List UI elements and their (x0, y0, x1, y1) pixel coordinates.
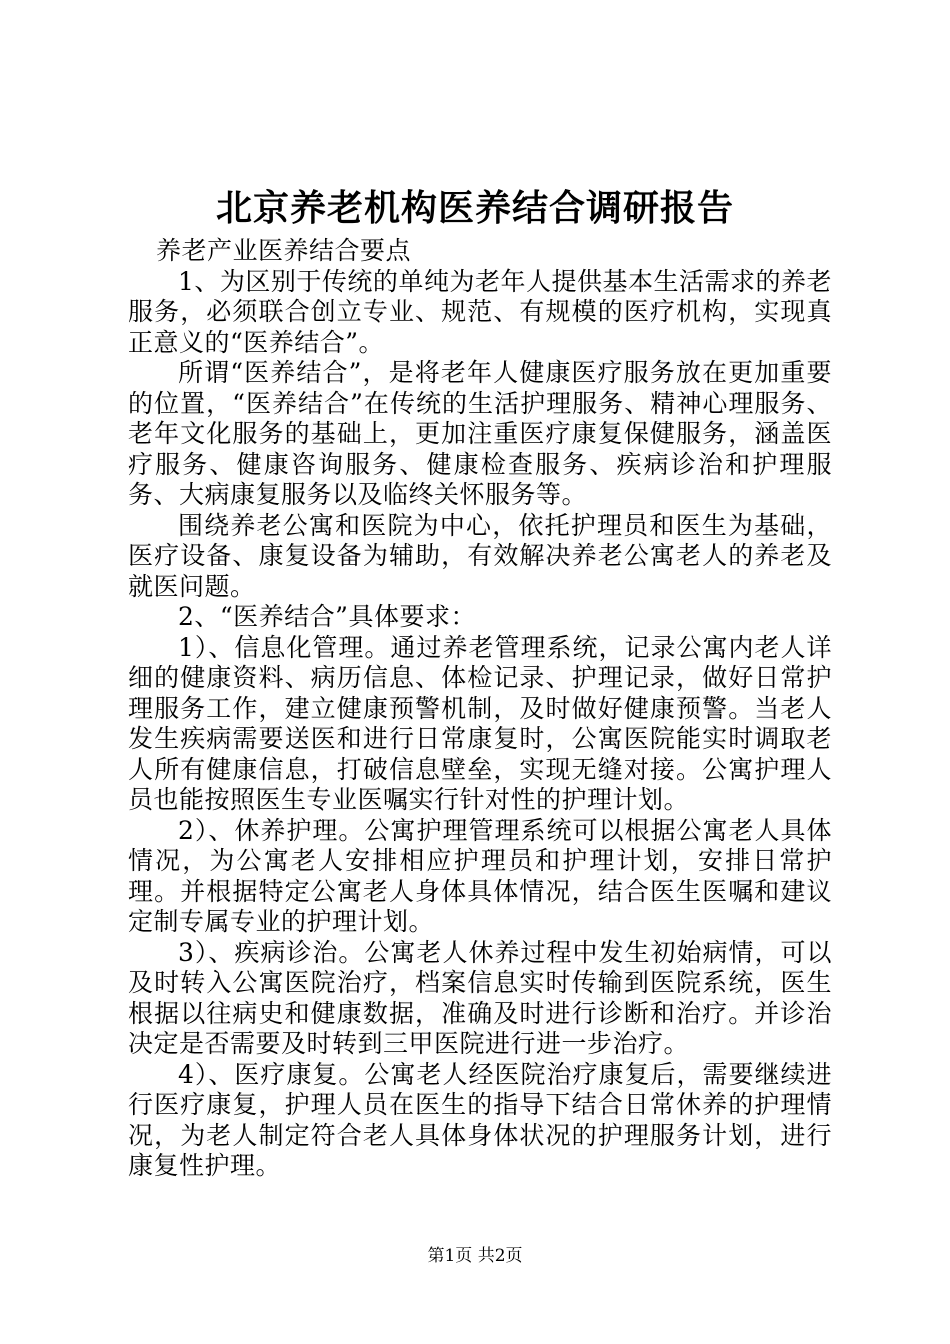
page-footer: 第1页 共2页 (427, 1246, 523, 1266)
paragraph: 围绕养老公寓和医院为中心，依托护理员和医生为基础，医疗设备、康复设备为辅助，有效解决养老公寓老人的养老及就医问题。 (128, 510, 832, 601)
paragraph: 4）、医疗康复。公寓老人经医院治疗康复后，需要继续进行医疗康复，护理人员在医生的指导下结合日常休养的护理情况，为老人制定符合老人具体身体状况的护理服务计划，进行康复性护理。 (128, 1059, 832, 1180)
paragraph: 1）、信息化管理。通过养老管理系统，记录公寓内老人详细的健康资料、病历信息、体检记录、护理记录，做好日常护理服务工作，建立健康预警机制，及时做好健康预警。当老人发生疾病需要送医和进行日常康复时，公寓医院能实时调取老人所有健康信息，打破信息壁垒，实现无缝对接。公寓护理人员也能按照医生专业医嘱实行针对性的护理计划。 (128, 632, 832, 814)
paragraph: 2、“医养结合”具体要求： (178, 602, 476, 631)
paragraph: 2）、休养护理。公寓护理管理系统可以根据公寓老人具体情况，为公寓老人安排相应护理员和护理计划，安排日常护理。并根据特定公寓老人身体具体情况，结合医生医嘱和建议定制专属专业的护理计划。 (128, 815, 832, 936)
paragraph: 1、为区别于传统的单纯为老年人提供基本生活需求的养老服务，必须联合创立专业、规范、有规模的医疗机构，实现真正意义的“医养结合”。 (128, 266, 832, 357)
section-heading: 养老产业医养结合要点 (156, 236, 412, 265)
document-body (128, 236, 832, 1182)
paragraph: 3）、疾病诊治。公寓老人休养过程中发生初始病情，可以及时转入公寓医院治疗，档案信息实时传输到医院系统，医生根据以往病史和健康数据，准确及时进行诊断和治疗。并诊治决定是否需要及时转到三甲医院进行进一步治疗。 (128, 937, 832, 1058)
paragraph: 所谓“医养结合”，是将老年人健康医疗服务放在更加重要的位置，“医养结合”在传统的生活护理服务、精神心理服务、老年文化服务的基础上，更加注重医疗康复保健服务，涵盖医疗服务、健康咨询服务、健康检查服务、疾病诊治和护理服务、大病康复服务以及临终关怀服务等。 (128, 358, 832, 509)
document-title: 北京养老机构医养结合调研报告 (215, 187, 734, 229)
